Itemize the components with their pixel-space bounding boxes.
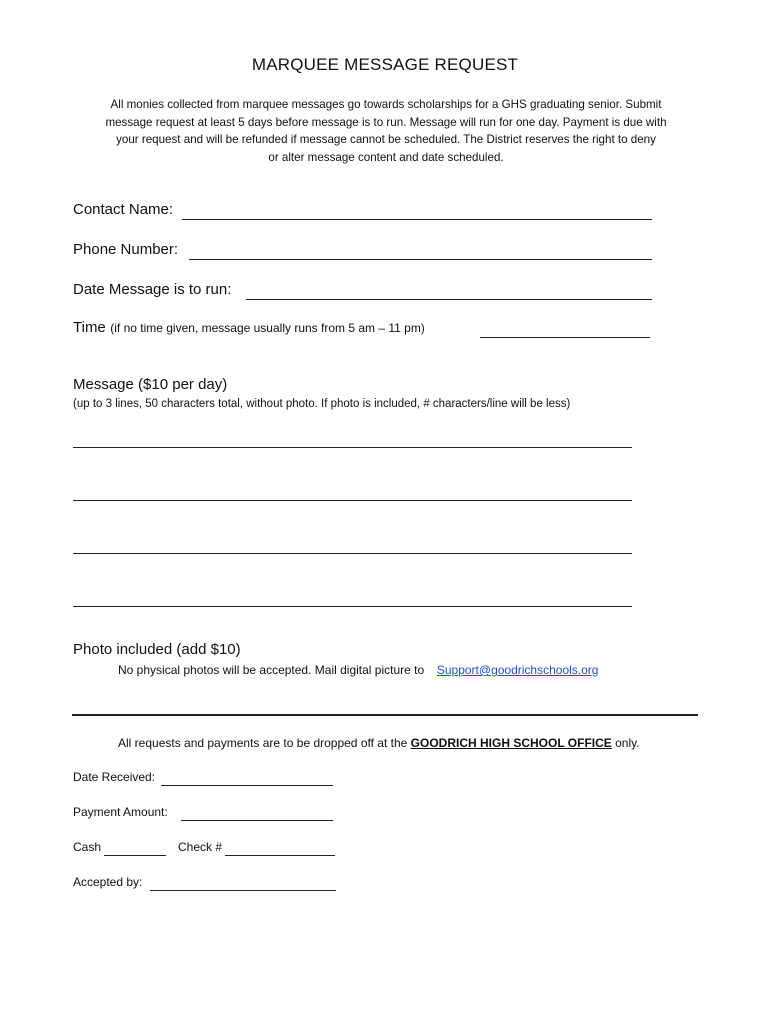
date-run-label: Date Message is to run: — [73, 281, 232, 298]
message-heading: Message ($10 per day) — [73, 376, 228, 393]
intro-paragraph — [66, 96, 706, 166]
message-note: (up to 3 lines, 50 characters total, without photo. If photo is included, # characters/line will be less) — [73, 398, 571, 410]
contact-name-field[interactable] — [182, 218, 652, 220]
cash-field[interactable] — [104, 854, 166, 856]
accepted-by-field[interactable] — [150, 889, 336, 891]
payment-amount-label: Payment Amount: — [73, 805, 168, 819]
photo-note: No physical photos will be accepted. Mail digital picture to — [118, 663, 425, 677]
intro-line: All monies collected from marquee messages go towards scholarships for a GHS graduating senior. Submit — [110, 98, 662, 111]
phone-number-field[interactable] — [189, 258, 652, 260]
message-line-2[interactable] — [73, 499, 632, 501]
page-title: MARQUEE MESSAGE REQUEST — [251, 55, 519, 74]
time-row — [73, 319, 425, 337]
phone-number-label: Phone Number: — [73, 241, 179, 258]
intro-line: message request at least 5 days before message is to run. Message will run for one day. Payment is due with — [105, 115, 667, 129]
date-received-field[interactable] — [161, 784, 333, 786]
date-run-field[interactable] — [246, 298, 652, 300]
intro-line: your request and will be refunded if message cannot be scheduled. The District reserves the right to deny — [116, 133, 656, 146]
time-label: Time — [73, 319, 106, 336]
message-line-3[interactable] — [73, 552, 632, 554]
message-line-4[interactable] — [73, 605, 632, 607]
photo-heading: Photo included (add $10) — [73, 641, 241, 658]
section-divider — [72, 714, 698, 716]
office-prefix: All requests and payments are to be dropped off at the — [118, 736, 408, 750]
message-line-1[interactable] — [73, 446, 632, 448]
cash-label: Cash — [73, 840, 102, 854]
accepted-by-label: Accepted by: — [73, 875, 143, 889]
check-label: Check # — [178, 840, 223, 854]
date-received-label: Date Received: — [73, 770, 156, 784]
photo-note-row — [118, 663, 598, 677]
time-field[interactable] — [480, 336, 650, 338]
office-suffix: only. — [615, 736, 640, 750]
office-place: GOODRICH HIGH SCHOOL OFFICE — [410, 736, 612, 750]
check-field[interactable] — [225, 854, 335, 856]
intro-line: or alter message content and date scheduled. — [268, 150, 504, 164]
office-notice — [118, 736, 640, 750]
support-email-link[interactable]: Support@goodrichschools.org — [436, 663, 599, 677]
time-note: (if no time given, message usually runs from 5 am – 11 pm) — [110, 321, 425, 335]
payment-amount-field[interactable] — [181, 819, 333, 821]
contact-name-label: Contact Name: — [73, 201, 174, 218]
